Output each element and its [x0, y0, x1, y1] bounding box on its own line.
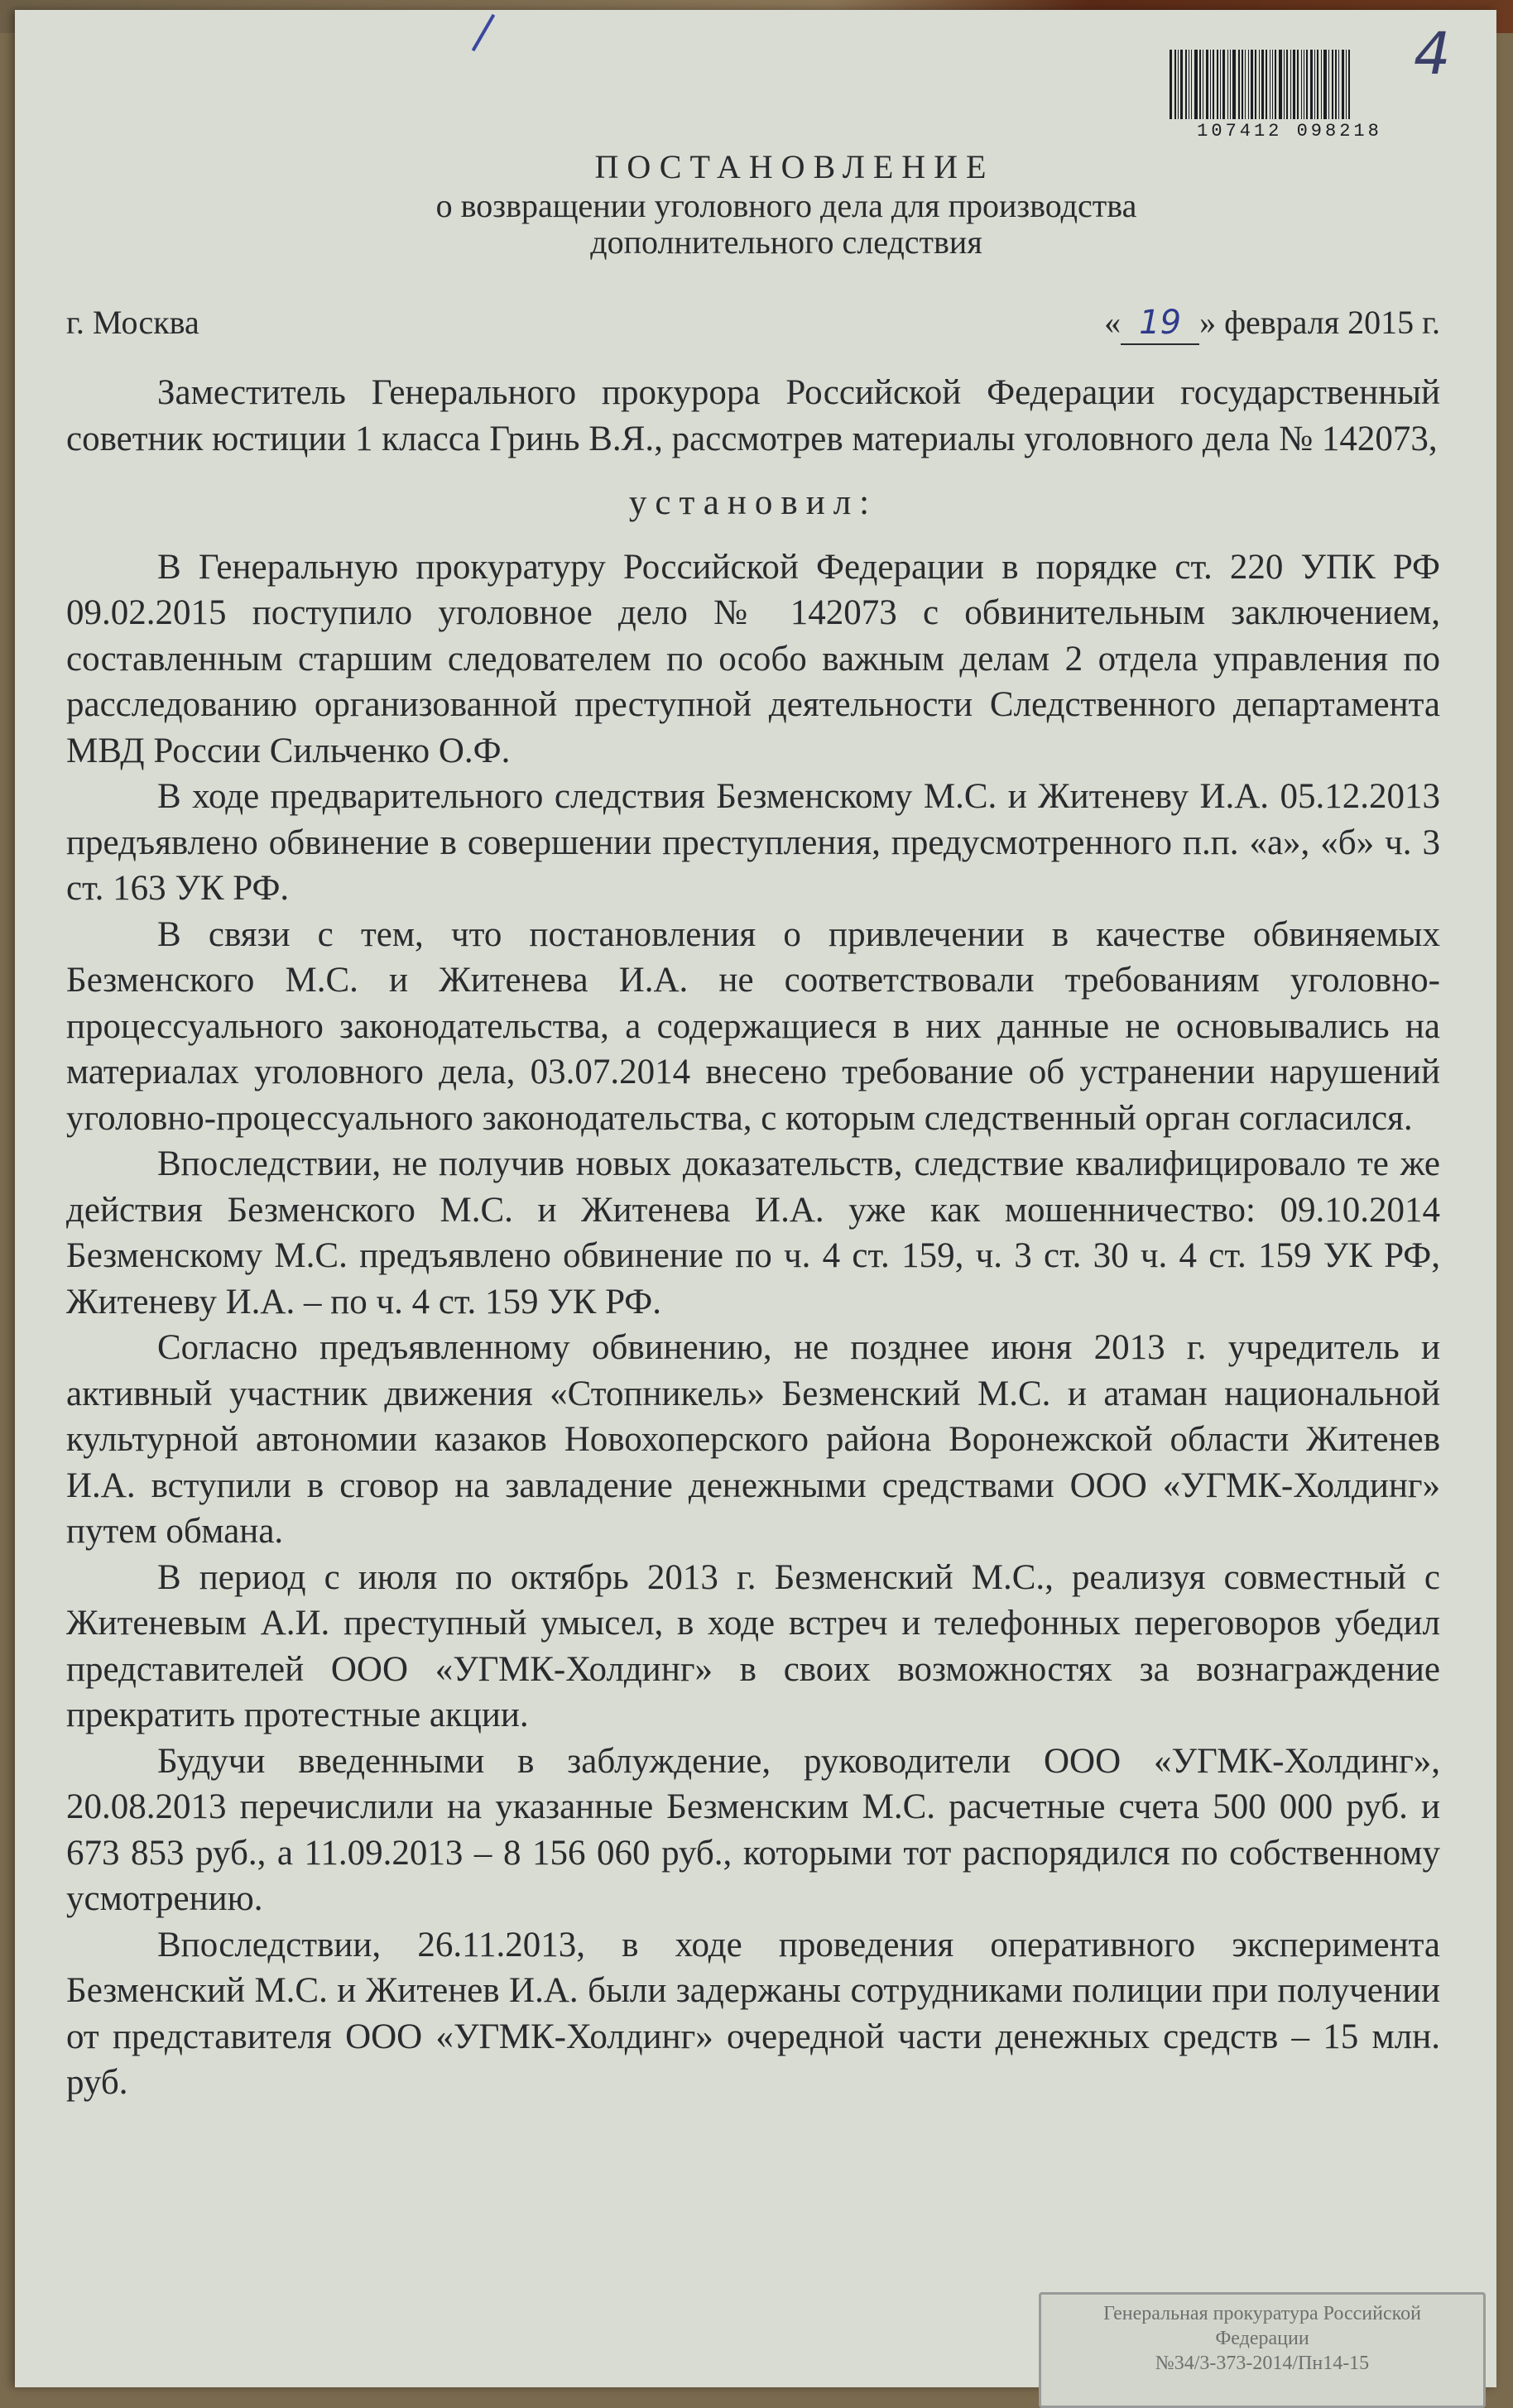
- barcode-bar: [1251, 50, 1253, 119]
- pen-mark: [407, 0, 495, 51]
- barcode-bar: [1180, 50, 1183, 119]
- barcode-bar: [1266, 50, 1267, 119]
- barcode-bar: [1178, 50, 1179, 119]
- barcode-bar: [1185, 50, 1187, 119]
- barcode-bar: [1310, 50, 1313, 119]
- registration-stamp: [1039, 2292, 1486, 2408]
- barcode-bar: [1174, 50, 1176, 119]
- barcode-bar: [1306, 50, 1308, 119]
- paragraph: В период с июля по октябрь 2013 г. Безменский М.С., реализуя совместный с Житеневым А.И. преступный умысел, в ходе встреч и телефонных переговоров убедил представителей ООО «УГМК-Холдинг» в своих возможностях за вознаграждение прекратить протестные акции.: [66, 1557, 1440, 1734]
- barcode-bar: [1279, 50, 1282, 119]
- barcode-bar: [1230, 50, 1231, 119]
- date-day-handwritten: 19: [1121, 302, 1199, 345]
- barcode-number: 107412 098218: [1197, 121, 1382, 142]
- barcode-bar: [1328, 50, 1329, 119]
- barcode-bar: [1342, 50, 1344, 119]
- barcode-bar: [1206, 50, 1208, 119]
- barcode-bar: [1297, 50, 1299, 119]
- barcode-bar: [1335, 50, 1337, 119]
- paragraph: Согласно предъявленному обвинению, не позднее июня 2013 г. учредитель и активный участник движения «Стопникель» Безменский М.С. и атаман национальной культурной автономии казаков Новохоперского района Воронежской области Житенев И.А. вступили в сговор на завладение денежными средствами ООО «УГМК-Холдинг» путем обмана.: [66, 1328, 1440, 1551]
- barcode-bar: [1321, 50, 1322, 119]
- stamp-line-1: Генеральная прокуратура Российской: [1103, 2303, 1421, 2324]
- handwritten-page-number: 4: [1414, 20, 1451, 88]
- barcode-bar: [1272, 50, 1273, 119]
- barcode-bar: [1317, 50, 1318, 119]
- barcode-bar: [1199, 50, 1201, 119]
- date-month-year: » февраля 2015 г.: [1199, 304, 1440, 341]
- barcode-bar: [1170, 50, 1172, 119]
- barcode-bar: [1238, 50, 1240, 119]
- stamp-line-3: №34/3-373-2014/Пн14-15: [1155, 2353, 1370, 2374]
- barcode-bar: [1284, 50, 1285, 119]
- barcode-bar: [1286, 50, 1288, 119]
- paragraph: Впоследствии, 26.11.2013, в ходе проведения оперативного эксперимента Безменский М.С. и Житенев И.А. были задержаны сотрудниками полиции при получении от представителя ООО «УГМК-Холдинг» очередной части денежных средств – 15 млн. руб.: [66, 1925, 1440, 2102]
- barcode-bar: [1314, 50, 1315, 119]
- barcode-bar: [1194, 50, 1198, 119]
- barcode-bar: [1293, 50, 1295, 119]
- barcode-bar: [1275, 50, 1276, 119]
- document-date: [1104, 302, 1440, 345]
- barcode-bar: [1232, 50, 1236, 119]
- barcode-bar: [1242, 50, 1243, 119]
- barcode-bar: [1220, 50, 1221, 119]
- barcode: [1170, 50, 1410, 142]
- barcode-bar: [1261, 50, 1264, 119]
- barcode-bar: [1259, 50, 1260, 119]
- barcode-bar: [1255, 50, 1256, 119]
- barcode-bar: [1210, 50, 1211, 119]
- barcode-bar: [1348, 50, 1350, 119]
- document-body: [66, 146, 1440, 2106]
- paragraph: Будучи введенными в заблуждение, руководители ООО «УГМК-Холдинг», 20.08.2013 перечислили на указанные Безменским М.С. расчетные счета 500 000 руб. и 673 853 руб., а 11.09.2013 – 8 156 060 руб., которыми тот распорядился по собственному усмотрению.: [66, 1741, 1440, 1918]
- intro-paragraph: Заместитель Генерального прокурора Российской Федерации государственный советник юстиции 1 класса Гринь В.Я., рассмотрев материалы уголовного дела № 142073,: [66, 373, 1440, 458]
- barcode-bar: [1346, 50, 1347, 119]
- paragraph: В ходе предварительного следствия Безменскому М.С. и Житеневу И.А. 05.12.2013 предъявлено обвинение в совершении преступления, предусмотренного п.п. «а», «б» ч. 3 ст. 163 УК РФ.: [66, 777, 1440, 908]
- barcode-bar: [1301, 50, 1302, 119]
- barcode-bar: [1290, 50, 1291, 119]
- place-date-row: [66, 302, 1440, 345]
- place: г. Москва: [66, 304, 199, 341]
- paragraph: Впоследствии, не получив новых доказательств, следствие квалифицировало те же действия Безменского М.С. и Житенева И.А. уже как мошенничество: 09.10.2014 Безменскому М.С. предъявлено обвинение по ч. 4 ст. 159, ч. 3 ст. 30 ч. 4 ст. 159 УК РФ, Житеневу И.А. – по ч. 4 ст. 159 УК РФ.: [66, 1144, 1440, 1322]
- barcode-bar: [1323, 50, 1327, 119]
- barcode-bar: [1213, 50, 1214, 119]
- barcode-bar: [1248, 50, 1249, 119]
- barcode-bar: [1338, 50, 1339, 119]
- barcode-bar: [1245, 50, 1246, 119]
- paragraph: В связи с тем, что постановления о привлечении в качестве обвиняемых Безменского М.С. и Житенева И.А. не соответствовали требованиям уголовно-процессуального законодательства, а содержащиеся в них данные не основывались на материалах уголовного дела, 03.07.2014 внесено требование об устранении нарушений уголовно-процессуального законодательства, с которым следственный орган согласился.: [66, 914, 1440, 1138]
- barcode-bar: [1332, 50, 1333, 119]
- stamp-line-2: Федерации: [1215, 2328, 1309, 2349]
- barcode-bar: [1217, 50, 1218, 119]
- date-open-quote: «: [1104, 304, 1122, 341]
- paragraph: В Генеральную прокуратуру Российской Федерации в порядке ст. 220 УПК РФ 09.02.2015 поступило уголовное дело № 142073 с обвинительным заключением, составленным старшим следователем по особо важным делам 2 отдела управления по расследованию организованной преступной деятельности Следственного департамента МВД России Сильченко О.Ф.: [66, 547, 1440, 770]
- barcode-bar: [1191, 50, 1192, 119]
- ustanovil-heading: установил:: [628, 483, 878, 522]
- document-page: [15, 10, 1496, 2387]
- barcode-bar: [1227, 50, 1228, 119]
- document-subtitle-line-2: дополнительного следствия: [590, 223, 982, 261]
- barcode-bars: [1170, 50, 1410, 119]
- barcode-bar: [1222, 50, 1225, 119]
- document-title: ПОСТАНОВЛЕНИЕ: [594, 148, 995, 185]
- document-subtitle-line-1: о возвращении уголовного дела для производства: [435, 187, 1137, 224]
